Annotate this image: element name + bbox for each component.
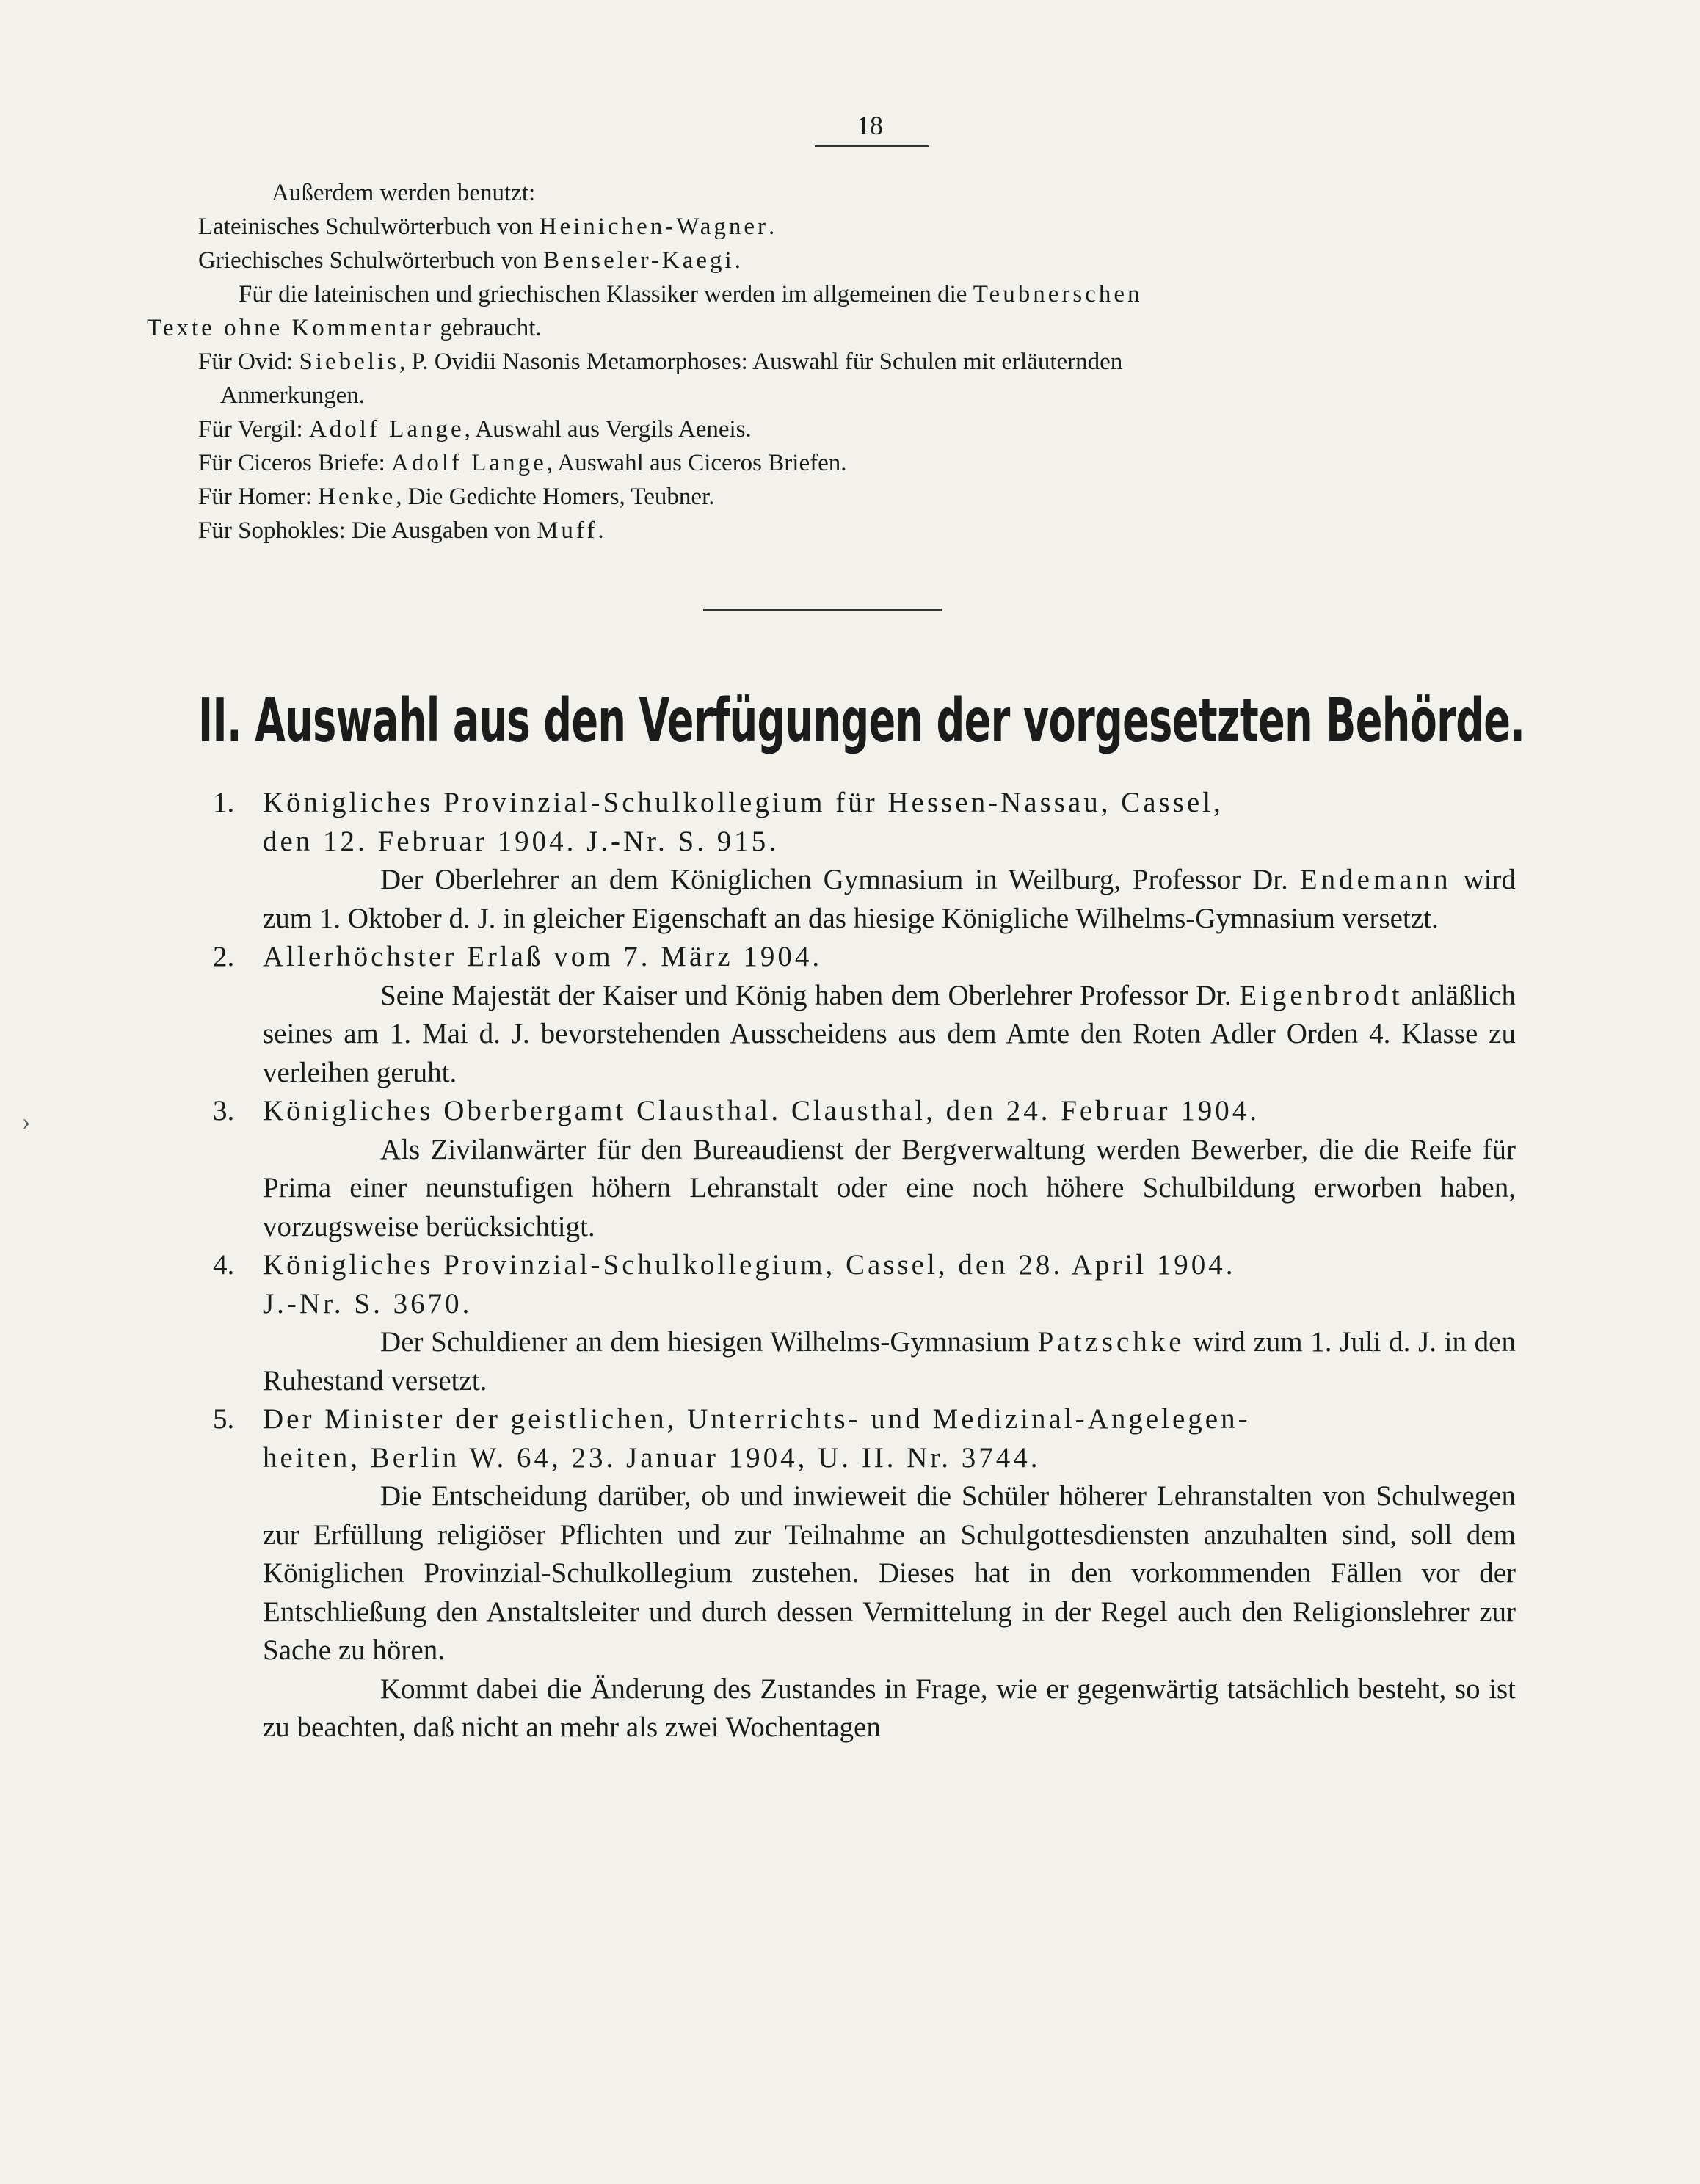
resource-ovid-cont: Anmerkungen. — [220, 382, 366, 409]
resource-cicero: Für Ciceros Briefe: Adolf Lange, Auswahl aus Ciceros Briefen. — [198, 450, 847, 476]
decree-number: 4. — [213, 1249, 235, 1281]
resource-homer: Für Homer: Henke, Die Gedichte Homers, Teubner. — [198, 484, 715, 510]
decree-title-cont: J.-Nr. S. 3670. — [263, 1287, 473, 1320]
margin-mark: › — [22, 1108, 31, 1135]
decree-text: Der Oberlehrer an dem Königlichen Gymnasium in Weilburg, Professor Dr. Endemann wird zum 1. Oktober d. J. in gleicher Eigenschaft an das hiesige Königliche Wilhelms-Gymnasium versetzt. — [263, 864, 1516, 934]
resource-sophocles: Für Sophokles: Die Ausgaben von Muff. — [198, 517, 604, 544]
decree-title-cont: den 12. Februar 1904. J.-Nr. S. 915. — [263, 825, 779, 857]
decree-number: 2. — [213, 941, 235, 972]
resource-vergil: Für Vergil: Adolf Lange, Auswahl aus Vergils Aeneis. — [198, 416, 752, 443]
resource-classics: Für die lateinischen und griechischen Klassiker werden im allgemeinen die Teubnerschen — [239, 281, 1143, 307]
resources-intro: Außerdem werden benutzt: — [272, 180, 536, 206]
decree-title: Der Minister der geistlichen, Unterrichts- und Medizinal-Angelegen- — [263, 1403, 1251, 1435]
resource-latin-dictionary: Lateinisches Schulwörterbuch von Heinichen-Wagner. — [198, 214, 775, 240]
decree-number: 5. — [213, 1403, 235, 1435]
decree-text: Der Schuldiener an dem hiesigen Wilhelms-Gymnasium Patzschke wird zum 1. Juli d. J. in den Ruhestand versetzt. — [263, 1326, 1516, 1397]
decree-item — [213, 1400, 1516, 1747]
decree-title: Königliches Provinzial-Schulkollegium, Cassel, den 28. April 1904. — [263, 1249, 1236, 1281]
section-heading: II. Auswahl aus den Verfügungen der vorgesetzten Behörde. — [198, 686, 1525, 756]
decree-number: 1. — [213, 787, 235, 818]
decrees-list — [213, 784, 1516, 1747]
decree-text: Seine Majestät der Kaiser und König haben dem Oberlehrer Professor Dr. Eigenbrodt anläßlich seines am 1. Mai d. J. bevorstehenden Ausscheidens aus dem Amte den Roten Adler Orden 4. Klasse zu verleihen geruht. — [263, 979, 1516, 1088]
resource-ovid: Für Ovid: Siebelis, P. Ovidii Nasonis Metamorphoses: Auswahl für Schulen mit erläuternden — [198, 349, 1123, 375]
decree-number: 3. — [213, 1095, 235, 1126]
resource-classics-cont: Texte ohne Kommentar gebraucht. — [147, 315, 542, 341]
decree-text-continued: Kommt dabei die Änderung des Zustandes in Frage, wie er gegenwärtig tatsächlich besteht, so ist zu beachten, daß nicht an mehr als zwei Wochentagen — [263, 1672, 1516, 1743]
decree-item — [213, 1092, 1516, 1246]
decree-title-cont: heiten, Berlin W. 64, 23. Januar 1904, U. II. Nr. 3744. — [263, 1441, 1041, 1474]
decree-title: Allerhöchster Erlaß vom 7. März 1904. — [263, 941, 823, 972]
decree-item — [213, 1246, 1516, 1400]
decree-title: Königliches Oberbergamt Clausthal. Clausthal, den 24. Februar 1904. — [263, 1095, 1260, 1126]
page-number: 18 — [857, 111, 883, 140]
decree-text: Als Zivilanwärter für den Bureaudienst der Bergverwaltung werden Bewerber, die die Reife für Prima einer neunstufigen höhern Lehranstalt oder eine noch höhere Schulbildung erworben haben, vorzugsweise berücksichtigt. — [263, 1133, 1516, 1242]
decree-item — [213, 938, 1516, 1092]
resources-list — [147, 176, 1519, 547]
page-number-rule — [815, 145, 929, 147]
decree-text: Die Entscheidung darüber, ob und inwieweit die Schüler höherer Lehranstalten von Schulwegen zur Erfüllung religiöser Pflichten und zur Teilnahme an Schulgottesdiensten anzuhalten sind, soll dem Königlichen Provinzial-Schulkollegium zustehen. Dieses hat in den vorkommenden Fällen vor der Entschließung den Anstaltsleiter und durch dessen Vermittelung in der Regel auch den Religionslehrer zur Sache zu hören. — [263, 1480, 1516, 1666]
resource-greek-dictionary: Griechisches Schulwörterbuch von Benseler-Kaegi. — [198, 247, 741, 274]
section-separator — [703, 609, 942, 611]
decree-item — [213, 784, 1516, 938]
decree-title: Königliches Provinzial-Schulkollegium für Hessen-Nassau, Cassel, — [263, 787, 1224, 818]
